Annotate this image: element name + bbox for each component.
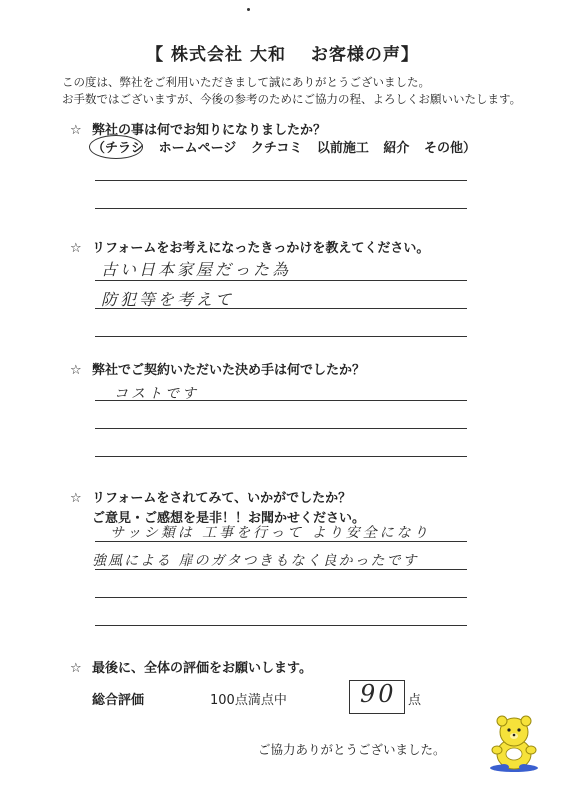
thanks-message: ご協力ありがとうございました。 xyxy=(258,742,446,757)
option-word-of-mouth: クチコミ xyxy=(250,141,303,156)
scan-dot xyxy=(247,8,250,11)
option-referral: 紹介 xyxy=(383,141,410,156)
answer-line xyxy=(95,336,467,337)
question-impression-line-2: ご意見・ご感想を是非！！お聞かせください。 xyxy=(92,511,366,526)
answer-line xyxy=(95,428,467,429)
question-overall xyxy=(70,657,312,676)
handwritten-reason-1: 古い日本家屋だった為 xyxy=(101,260,292,279)
handwritten-decision: コストです xyxy=(114,386,199,402)
question-decision xyxy=(70,359,365,378)
intro-line-1: この度は、弊社をご利用いただきまして誠にありがとうございました。 xyxy=(62,75,430,89)
answer-line xyxy=(95,280,467,281)
score-unit: 点 xyxy=(408,693,422,708)
question-decision-text: 弊社でご契約いただいた決め手は何でしたか？ xyxy=(92,363,366,378)
answer-line xyxy=(95,569,467,570)
question-impression xyxy=(70,487,351,506)
page-title: 【 株式会社 大和 お客様の声】 xyxy=(146,45,419,65)
question-source-text: 弊社の事は何でお知りになりましたか？ xyxy=(92,123,327,138)
option-previous-work: 以前施工 xyxy=(316,141,369,156)
star-icon: ☆ xyxy=(70,241,82,256)
answer-line xyxy=(95,456,467,457)
star-icon: ☆ xyxy=(70,661,82,676)
source-options xyxy=(92,137,476,156)
answer-line xyxy=(95,208,467,209)
option-paren: （ xyxy=(92,141,106,156)
answer-line xyxy=(95,180,467,181)
answer-line xyxy=(95,400,467,401)
handwritten-reason-2: 防犯等を考えて xyxy=(101,290,235,309)
answer-line xyxy=(95,597,467,598)
question-reason-text: リフォームをお考えになったきっかけを教えてください。 xyxy=(92,241,430,256)
score-max-label: 100点満点中 xyxy=(210,693,287,708)
question-impression-text: リフォームをされてみて、いかがでしたか？ xyxy=(92,491,352,506)
bear-mascot-icon xyxy=(483,714,545,776)
handwritten-impression-1: サッシ類は 工事を行って より安全になり xyxy=(110,525,431,541)
score-label: 総合評価 xyxy=(92,693,145,708)
option-homepage: ホームページ xyxy=(158,141,237,156)
option-flyer: チラシ xyxy=(105,141,145,156)
answer-line xyxy=(95,308,467,309)
answer-line xyxy=(95,541,467,542)
answer-line xyxy=(95,625,467,626)
star-icon: ☆ xyxy=(70,123,82,138)
handwritten-impression-2: 強風による 扉のガタつきもなく良かったです xyxy=(92,553,419,569)
question-reason xyxy=(70,237,429,256)
star-icon: ☆ xyxy=(70,363,82,378)
intro-line-2: お手数ではございますが、今後の参考のためにご協力の程、よろしくお願いいたします。 xyxy=(62,92,522,106)
question-overall-text: 最後に、全体の評価をお願いします。 xyxy=(92,661,312,676)
option-other: その他） xyxy=(423,141,476,156)
score-value: 90 xyxy=(360,680,397,708)
flyer-circle-mark xyxy=(89,135,143,159)
star-icon: ☆ xyxy=(70,491,82,506)
